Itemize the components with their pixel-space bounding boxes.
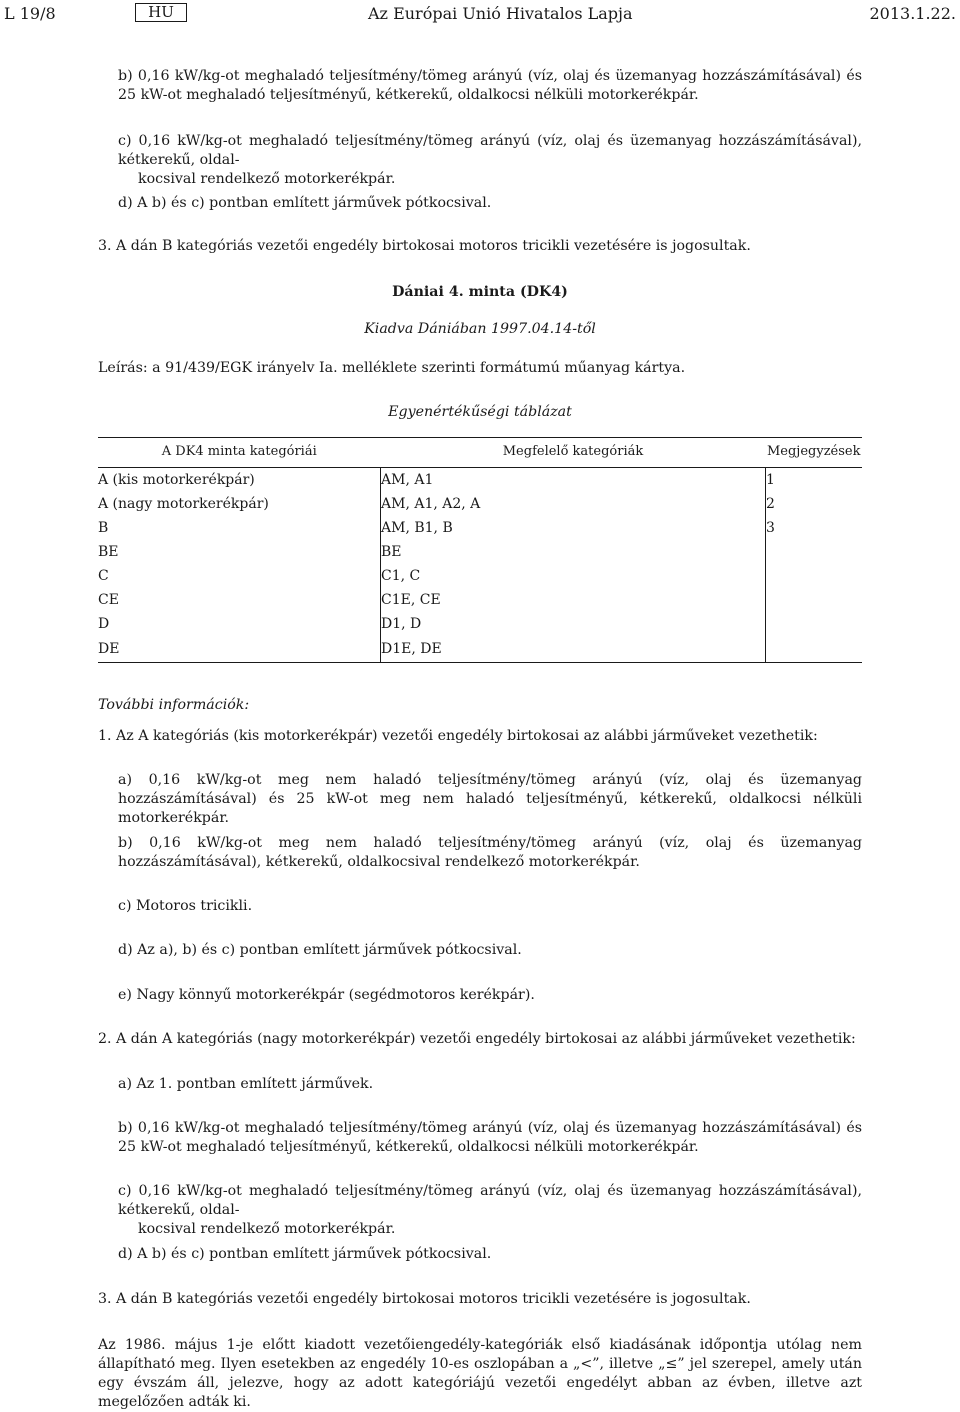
top-item-c-line1: c) 0,16 kW/kg-ot meghaladó teljesítmény/tömeg arányú (víz, olaj és üzemanyag hozzászámításával), kétkerekű, oldal-	[118, 133, 862, 168]
top-item-d: d) A b) és c) pontban említett járművek pótkocsival.	[118, 195, 492, 211]
info-item-2d: d) A b) és c) pontban említett járművek pótkocsival.	[118, 1246, 492, 1262]
info-item-1e: e) Nagy könnyű motorkerékpár (segédmotoros kerékpár).	[118, 987, 535, 1003]
cell-remark: 2	[766, 492, 863, 516]
cell-equivalent: AM, B1, B	[381, 516, 766, 540]
header-dk4-categories: A DK4 minta kategóriái	[98, 438, 381, 468]
info-item-2c-line1: c) 0,16 kW/kg-ot meghaladó teljesítmény/tömeg arányú (víz, olaj és üzemanyag hozzászámításával), kétkerekű, oldal-	[118, 1183, 862, 1218]
top-item-b: b) 0,16 kW/kg-ot meghaladó teljesítmény/tömeg arányú (víz, olaj és üzemanyag hozzászámításával) és 25 kW-ot meghaladó teljesítményű, kétkerekű, oldalkocsi nélküli motorkerékpár.	[118, 68, 862, 103]
info-item-2b: b) 0,16 kW/kg-ot meghaladó teljesítmény/tömeg arányú (víz, olaj és üzemanyag hozzászámításával) és 25 kW-ot meghaladó teljesítményű, kétkerekű, oldalkocsi nélküli motorkerékpár.	[118, 1120, 862, 1155]
info-item-1a: a) 0,16 kW/kg-ot meg nem haladó teljesítmény/tömeg arányú (víz, olaj és üzemanyag hozzászámításával) és 25 kW-ot meg nem haladó teljesítményű, kétkerekű, oldalkocsi nélküli motorkerékpár.	[118, 772, 862, 826]
cell-equivalent: AM, A1	[381, 468, 766, 493]
cell-remark	[766, 636, 863, 663]
table-row	[98, 516, 862, 540]
cell-equivalent: D1E, DE	[381, 636, 766, 663]
cell-equivalent: D1, D	[381, 612, 766, 636]
cell-equivalent: C1E, CE	[381, 588, 766, 612]
table-row	[98, 540, 862, 564]
section-title: Dániai 4. minta (DK4)	[392, 284, 568, 300]
cell-remark	[766, 588, 863, 612]
cell-category: A (kis motorkerékpár)	[98, 471, 255, 488]
journal-title: Az Európai Unió Hivatalos Lapja	[368, 4, 633, 23]
issued-date: Kiadva Dániában 1997.04.14-től	[364, 321, 596, 337]
table-row	[98, 564, 862, 588]
header-equivalent-categories: Megfelelő kategóriák	[381, 438, 766, 468]
header-remarks: Megjegyzések	[766, 438, 863, 468]
language-badge: HU	[135, 3, 187, 22]
info-item-2a: a) Az 1. pontban említett járművek.	[118, 1076, 374, 1092]
cell-equivalent: BE	[381, 540, 766, 564]
info-item-2c	[118, 1182, 862, 1239]
page-header	[0, 3, 960, 25]
cell-remark	[766, 612, 863, 636]
cell-category: B	[98, 519, 109, 536]
info-item-1: 1. Az A kategóriás (kis motorkerékpár) vezetői engedély birtokosai az alábbi járműveket vezethetik:	[98, 728, 818, 744]
table-row	[98, 492, 862, 516]
top-item-c-line2: kocsival rendelkező motorkerékpár.	[138, 171, 396, 187]
info-item-1c: c) Motoros tricikli.	[118, 898, 253, 914]
table-row	[98, 612, 862, 636]
closing-note: Az 1986. május 1-je előtt kiadott vezetőiengedély-kategóriák első kiadásának időpontja utólag nem állapítható meg. Ilyen esetekben az engedély 10-es oszlopában a „<”, illetve „≤” jel szerepel, amely után egy évszám áll, jelezve, hogy az adott kategóriájú vezetői engedélyt abban az évben, illetve azt megelőzően adták ki.	[98, 1337, 862, 1410]
cell-remark: 3	[766, 516, 863, 540]
cell-category: C	[98, 567, 109, 584]
description: Leírás: a 91/439/EGK irányelv Ia. melléklete szerinti formátumú műanyag kártya.	[98, 360, 686, 376]
cell-category: CE	[98, 591, 119, 608]
table-header-row	[98, 438, 862, 468]
cell-category: A (nagy motorkerékpár)	[98, 495, 269, 512]
cell-equivalent: C1, C	[381, 564, 766, 588]
cell-remark	[766, 564, 863, 588]
info-item-2: 2. A dán A kategóriás (nagy motorkerékpár) vezetői engedély birtokosai az alábbi járműveket vezethetik:	[98, 1031, 856, 1047]
page-reference: L 19/8	[4, 4, 56, 23]
table-title: Egyenértékűségi táblázat	[388, 404, 572, 420]
top-item-3: 3. A dán B kategóriás vezetői engedély birtokosai motoros tricikli vezetésére is jogosultak.	[98, 238, 751, 254]
cell-category: DE	[98, 636, 381, 663]
table-row	[98, 636, 862, 663]
cell-remark: 1	[766, 468, 863, 493]
publication-date: 2013.1.22.	[869, 4, 956, 23]
equivalence-table	[98, 437, 862, 663]
top-item-c	[118, 132, 862, 189]
info-item-3: 3. A dán B kategóriás vezetői engedély birtokosai motoros tricikli vezetésére is jogosultak.	[98, 1291, 751, 1307]
table-row	[98, 588, 862, 612]
cell-equivalent: AM, A1, A2, A	[381, 492, 766, 516]
table-row	[98, 468, 862, 493]
cell-remark	[766, 540, 863, 564]
cell-category: D	[98, 615, 110, 632]
info-item-2c-line2: kocsival rendelkező motorkerékpár.	[138, 1221, 396, 1237]
info-item-1d: d) Az a), b) és c) pontban említett járművek pótkocsival.	[118, 942, 522, 958]
cell-category: BE	[98, 543, 119, 560]
info-item-1b: b) 0,16 kW/kg-ot meg nem haladó teljesítmény/tömeg arányú (víz, olaj és üzemanyag hozzászámításával), kétkerekű, oldalkocsival rendelkező motorkerékpár.	[118, 835, 862, 870]
info-heading: További információk:	[98, 697, 250, 713]
